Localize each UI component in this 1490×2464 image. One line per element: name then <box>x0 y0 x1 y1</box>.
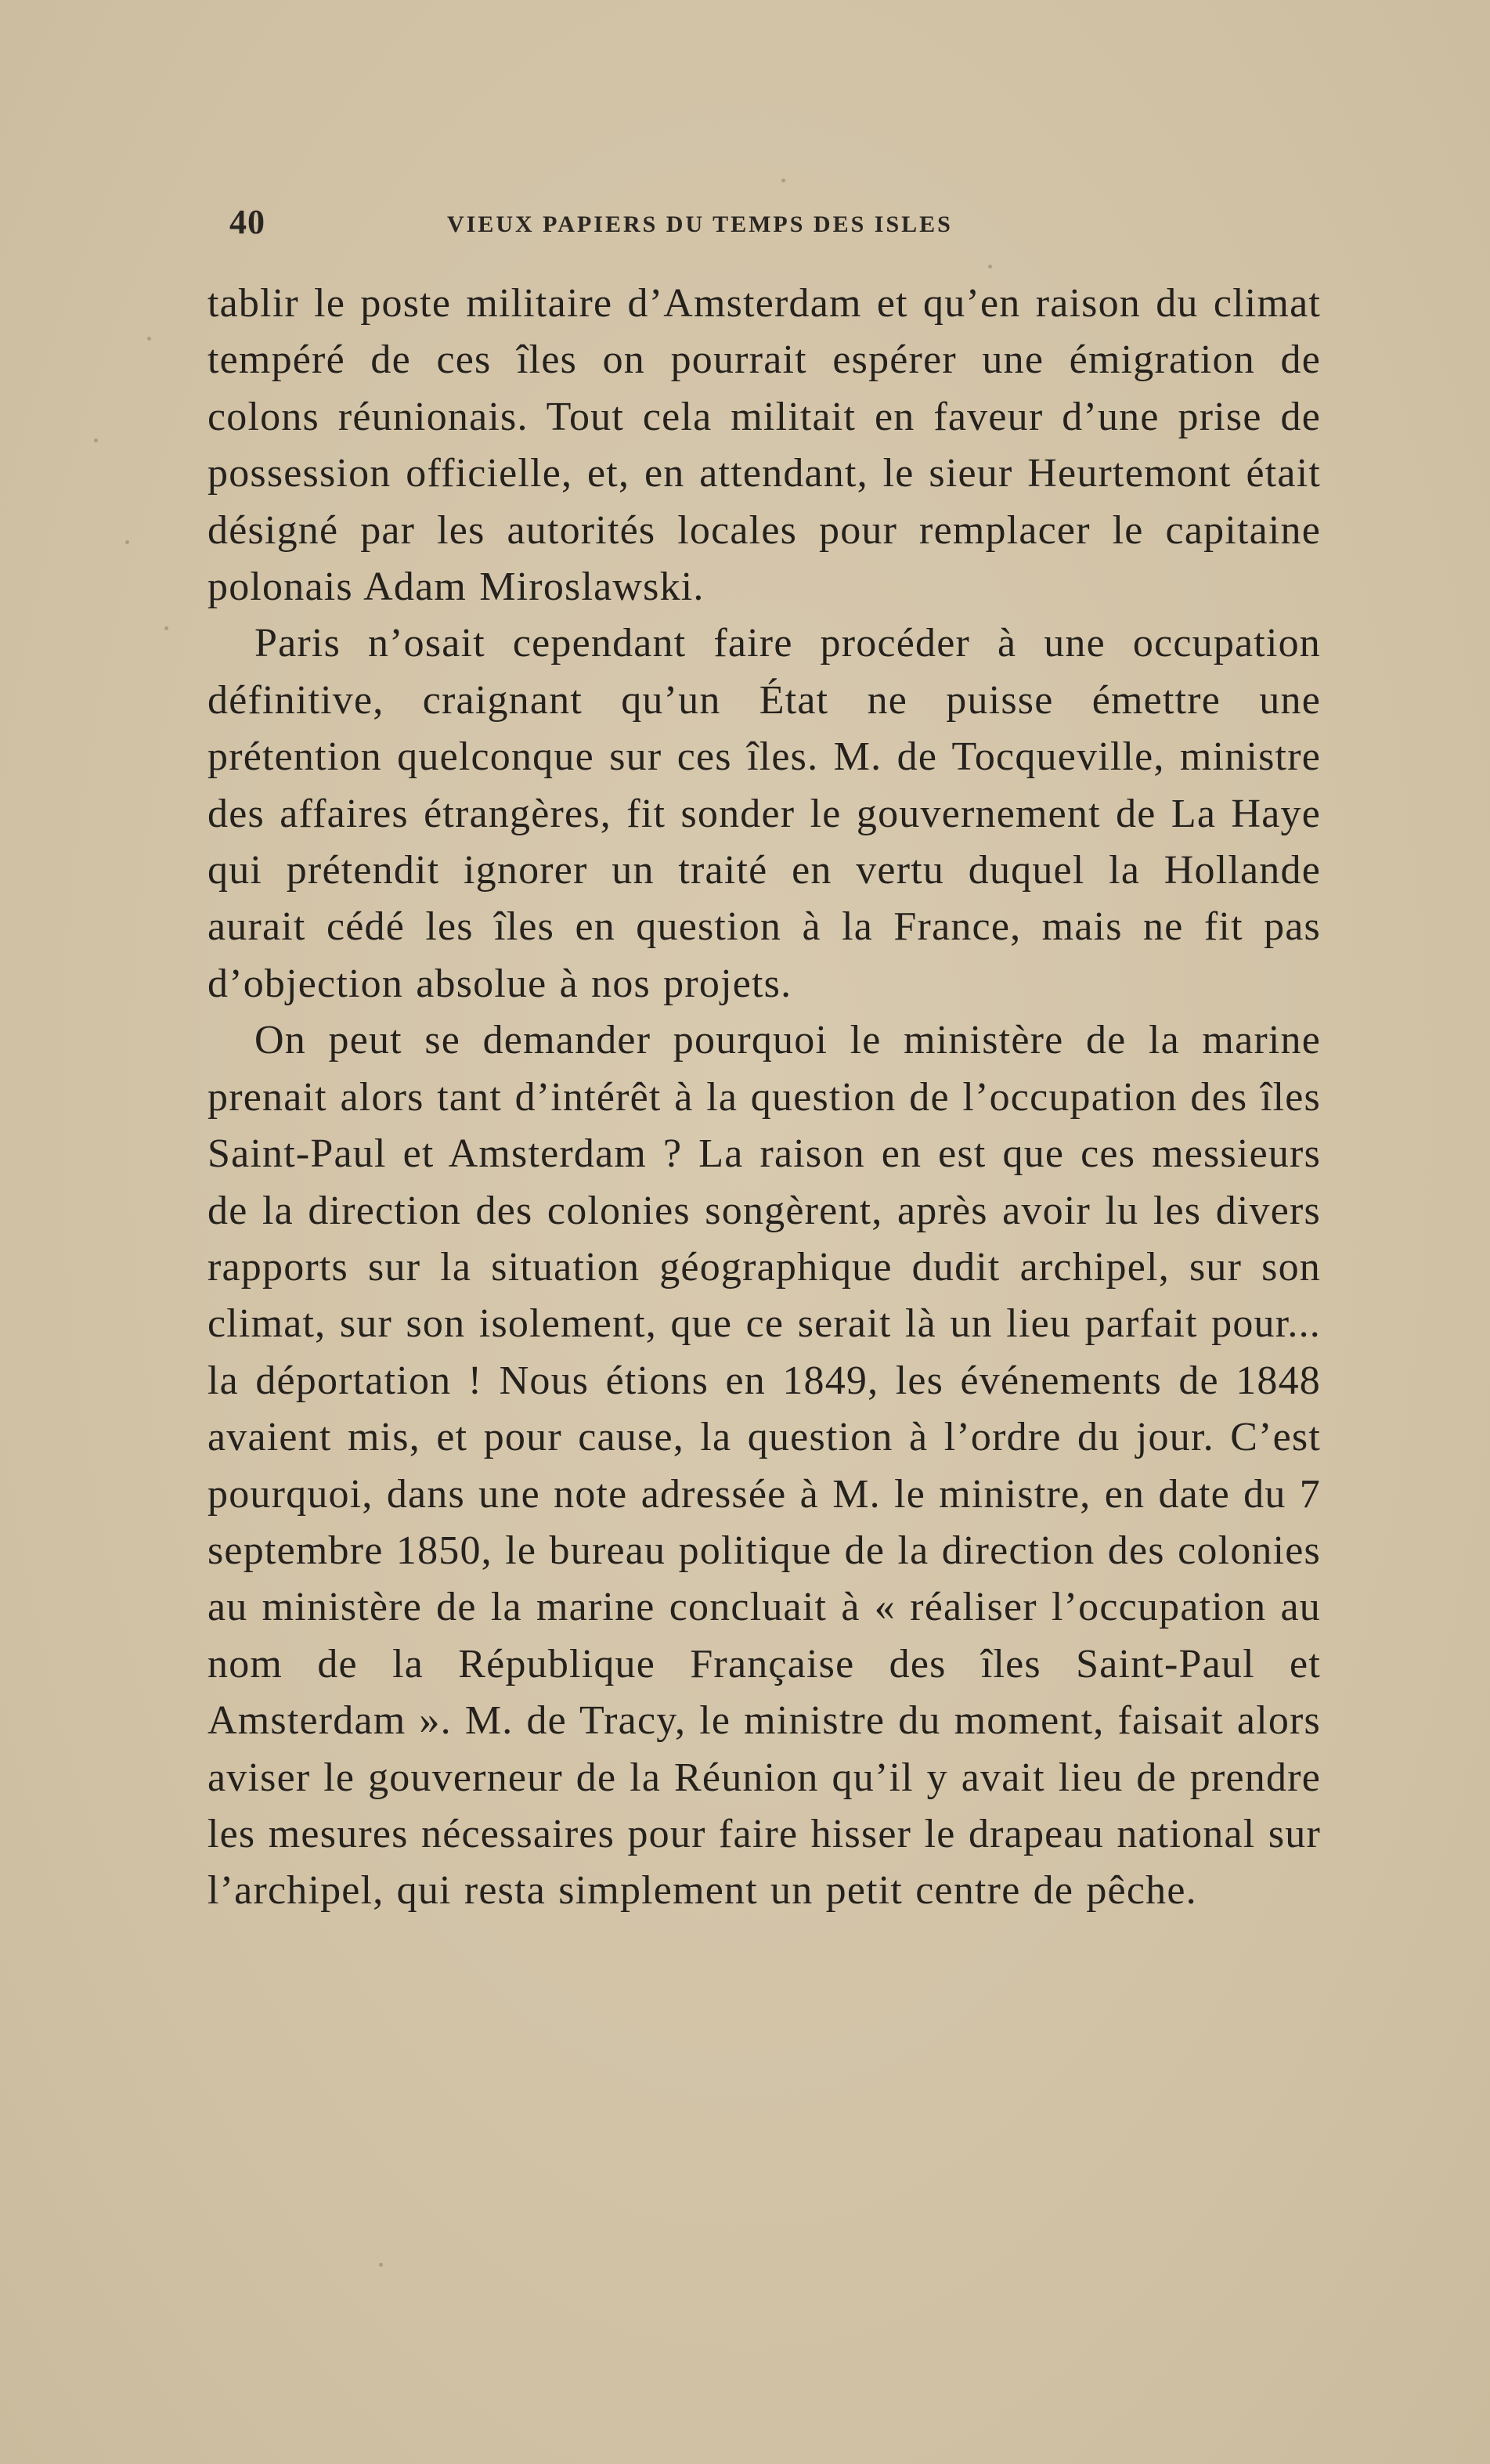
paper-speck <box>164 626 168 630</box>
paragraph: Paris n’osait cependant faire procéder à une occupation définitive, craignant qu’un État ne puisse émettre une prétention quelconque sur ces îles. M. de Tocqueville, ministre des affaires étrangères, fit sonder le gouvernement de La Haye qui prétendit ignorer un traité en vertu duquel la Hollande aurait cédé les îles en question à la France, mais ne fit pas d’objection absolue à nos projets. <box>207 621 1321 1006</box>
paper-speck <box>781 179 785 182</box>
running-head: VIEUX PAPIERS DU TEMPS DES ISLES <box>447 211 953 237</box>
page-number: 40 <box>229 203 265 241</box>
paper-speck <box>379 2263 383 2267</box>
paper-speck <box>147 337 151 341</box>
page-header <box>198 202 1263 249</box>
paper-speck <box>94 438 98 442</box>
paragraph: On peut se demander pourquoi le ministère de la marine prenait alors tant d’intérêt à la question de l’occupation des îles Saint-Paul et Amsterdam ? La raison en est que ces messieurs de la direction des colonies songèrent, après avoir lu les divers rapports sur la situation géographique dudit archipel, sur son climat, sur son isolement, que ce serait là un lieu parfait pour... la déportation ! Nous étions en 1849, les événements de 1848 avaient mis, et pour cause, la question à l’ordre du jour. C’est pourquoi, dans une note adressée à M. le ministre, en date du 7 septembre 1850, le bureau politique de la direction des colonies au ministère de la marine concluait à « réaliser l’occupation au nom de la République Française des îles Saint-Paul et Amsterdam ». M. de Tracy, le ministre du moment, faisait alors aviser le gouverneur de la Réunion qu’il y avait lieu de prendre les mesures nécessaires pour faire hisser le drapeau national sur l’archipel, qui resta simplement un petit centre de pêche. <box>207 1018 1321 1914</box>
paragraph-continuation: tablir le poste militaire d’Amsterdam et qu’en raison du climat tempéré de ces îles on pourrait espérer une émigration de colons réunionais. Tout cela militait en faveur d’une prise de possession officielle, et, en attendant, le sieur Heurtemont était désigné par les autorités locales pour remplacer le capitaine polonais Adam Miroslawski. <box>207 281 1321 610</box>
paper-speck <box>988 265 992 269</box>
body-text <box>207 276 1321 1920</box>
paper-speck <box>125 540 129 544</box>
